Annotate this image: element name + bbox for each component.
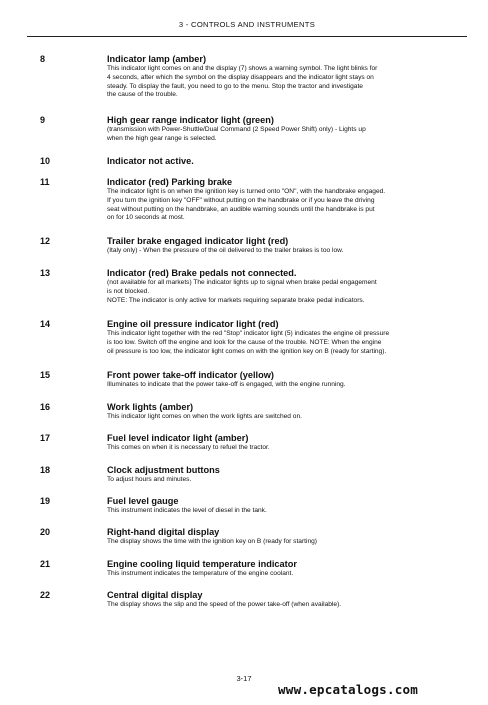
- item-content: [107, 268, 469, 305]
- item-description: [107, 126, 469, 144]
- page-header: [27, 14, 467, 37]
- section-title: 3 - CONTROLS AND INSTRUMENTS: [178, 20, 316, 29]
- item-number: 22: [40, 590, 51, 600]
- item-title: Central digital display: [107, 590, 203, 600]
- item-title: Right-hand digital display: [107, 527, 220, 537]
- description-line: The indicator light is on when the ignition key is turned onto "ON", with the handbrake engaged.: [107, 188, 386, 195]
- item-title: High gear range indicator light (green): [107, 115, 274, 125]
- item-description: [107, 413, 469, 422]
- item-title: Indicator not active.: [107, 156, 194, 166]
- item-number: 9: [40, 115, 46, 125]
- item-content: [107, 402, 469, 422]
- description-line: seat without putting on the handbrake, an audible warning sounds until the handbrake is put: [107, 205, 375, 213]
- item-number: 15: [40, 370, 51, 380]
- item-content: [107, 177, 469, 223]
- item-title: Trailer brake engaged indicator light (red): [107, 236, 289, 246]
- item-content: [107, 319, 469, 356]
- item-description: [107, 65, 469, 100]
- item-description: [107, 570, 469, 579]
- item-description: [107, 538, 469, 547]
- description-line: This instrument indicates the temperature of the engine coolant.: [107, 570, 294, 577]
- item-number: 11: [40, 177, 50, 187]
- item-number: 21: [40, 559, 51, 569]
- item-description: [107, 476, 469, 485]
- item-number: 13: [40, 268, 51, 278]
- watermark-url[interactable]: www.epcatalogs.com: [278, 682, 419, 697]
- item-number: 17: [40, 433, 51, 443]
- item-title: Fuel level gauge: [107, 496, 179, 506]
- item-title: Engine cooling liquid temperature indicator: [107, 559, 297, 569]
- item-content: [107, 559, 469, 579]
- item-title: Fuel level indicator light (amber): [107, 433, 249, 443]
- description-line: is not blocked.: [107, 287, 150, 295]
- description-line: on for 10 seconds at most.: [107, 214, 185, 222]
- description-line: The display shows the slip and the speed of the power take-off (when available).: [107, 601, 342, 608]
- item-content: [107, 370, 469, 390]
- description-line: If you turn the ignition key "OFF" without putting on the handbrake or if you leave the driving: [107, 196, 375, 204]
- item-content: [107, 496, 469, 516]
- item-title: Indicator (red) Brake pedals not connected.: [107, 268, 297, 278]
- description-line: when the high gear range is selected.: [107, 134, 217, 142]
- item-title: Indicator lamp (amber): [107, 54, 207, 64]
- item-content: [107, 236, 469, 256]
- description-line: 4 seconds, after which the symbol on the display disappears and the indicator light stays on: [107, 73, 374, 81]
- description-line: steady. To display the fault, you need to go to the menu. Stop the tractor and investigate: [107, 82, 363, 90]
- description-line: (Italy only) - When the pressure of the oil delivered to the trailer brakes is too low.: [107, 247, 344, 254]
- item-description: [107, 330, 469, 356]
- description-line: This comes on when it is necessary to refuel the tractor.: [107, 444, 270, 451]
- item-number: 8: [40, 54, 46, 64]
- description-line: (not available for all markets) The indicator lights up to signal when brake pedal engagement: [107, 279, 377, 286]
- item-number: 16: [40, 402, 51, 412]
- item-content: [107, 54, 469, 100]
- description-line: Illuminates to indicate that the power take-off is engaged, with the engine running.: [107, 381, 346, 388]
- description-line: (transmission with Power-Shuttle/Dual Command (2 Speed Power Shift) only) - Lights up: [107, 126, 366, 133]
- item-number: 18: [40, 465, 51, 475]
- item-content: [107, 527, 469, 547]
- item-title: Work lights (amber): [107, 402, 194, 412]
- item-description: [107, 247, 469, 256]
- item-description: [107, 381, 469, 390]
- item-content: [107, 465, 469, 485]
- item-title: Indicator (red) Parking brake: [107, 177, 233, 187]
- description-line: To adjust hours and minutes.: [107, 476, 192, 483]
- item-number: 19: [40, 496, 51, 506]
- item-content: [107, 115, 469, 144]
- item-content: [107, 590, 469, 610]
- item-content: [107, 156, 469, 167]
- item-number: 10: [40, 156, 51, 166]
- description-line: This indicator light comes on and the display (7) shows a warning symbol. The light blinks for: [107, 65, 378, 72]
- item-description: [107, 444, 469, 453]
- item-description: [107, 507, 469, 516]
- description-line: This indicator light together with the red "Stop" indicator light (5) indicates the engine oil pressure: [107, 330, 390, 337]
- item-description: [107, 188, 469, 223]
- description-line: NOTE: The indicator is only active for markets requiring separate brake pedal indicators.: [107, 296, 365, 304]
- description-line: oil pressure is too low, the indicator light comes on with the ignition key on B (ready for starting).: [107, 347, 387, 355]
- description-line: The display shows the time with the ignition key on B (ready for starting): [107, 538, 317, 545]
- item-number: 12: [40, 236, 51, 246]
- description-line: This instrument indicates the level of diesel in the tank.: [107, 507, 267, 514]
- page-number: 3-17: [236, 674, 252, 683]
- item-description: [107, 601, 469, 610]
- item-description: [107, 279, 469, 305]
- item-number: 14: [40, 319, 51, 329]
- item-title: Front power take-off indicator (yellow): [107, 370, 274, 380]
- item-title: Clock adjustment buttons: [107, 465, 220, 475]
- item-title: Engine oil pressure indicator light (red): [107, 319, 279, 329]
- description-line: the cause of the trouble.: [107, 91, 178, 99]
- item-number: 20: [40, 527, 51, 537]
- description-line: This indicator light comes on when the work lights are switched on.: [107, 413, 302, 420]
- description-line: is too low. Switch off the engine and look for the cause of the trouble. NOTE: When the engine: [107, 338, 382, 346]
- item-content: [107, 433, 469, 453]
